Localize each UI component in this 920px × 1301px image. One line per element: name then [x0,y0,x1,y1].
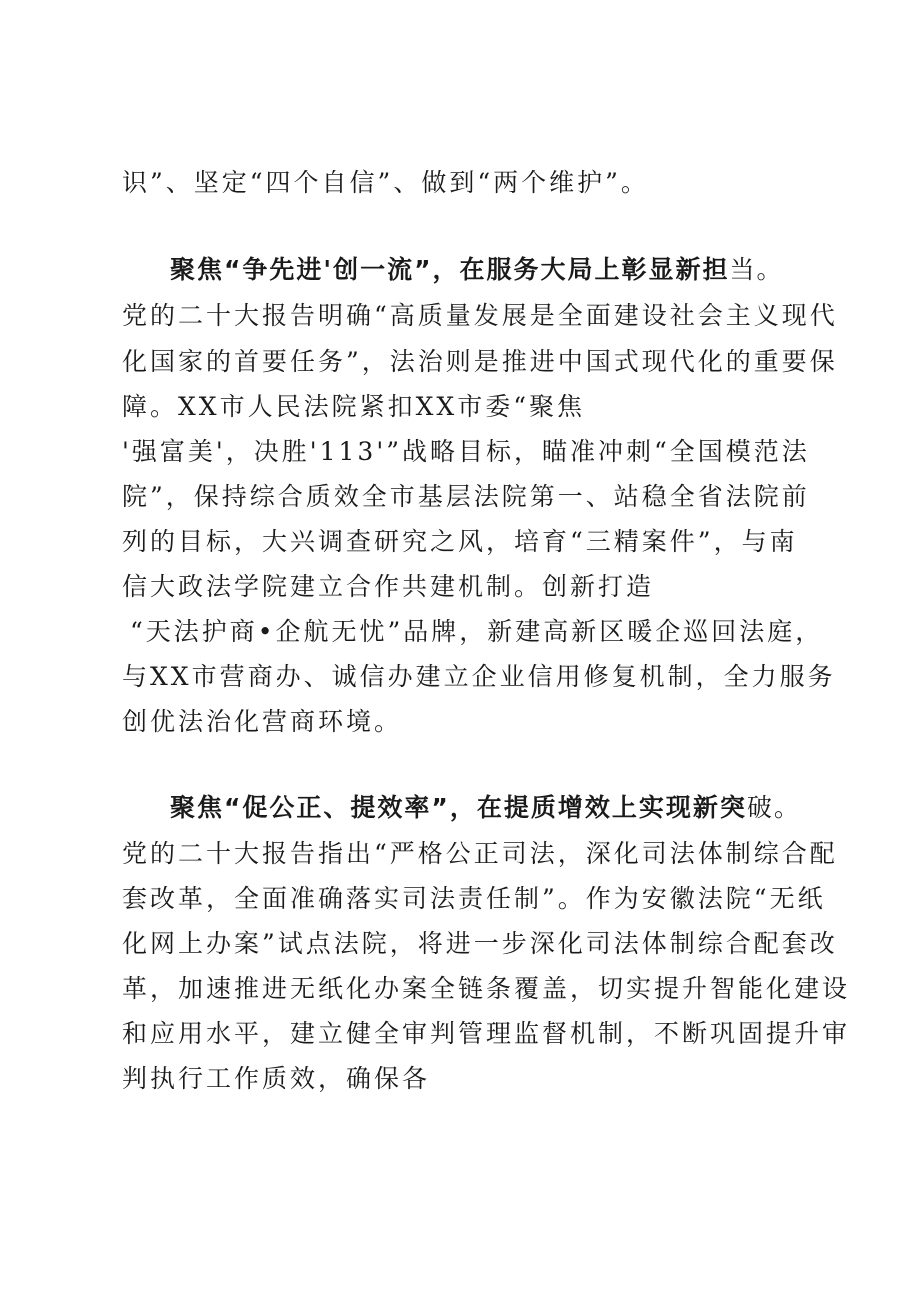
section2-heading-tail: 破。 [746,793,801,822]
section1-heading-bold: 聚焦“争先进'创一流”，在服务大局上彰显新担 [170,255,730,284]
intro-line: 识”、坚定“四个自信”、做到“两个维护”。 [122,168,649,197]
section1-line: 信大政法学院建立合作共建机制。创新打造 [122,572,655,601]
section2-line: 判执行工作质效，确保各 [122,1064,431,1093]
section1-line: “天法护商•企航无忧”品牌，新建高新区暖企巡回法庭， [130,617,824,646]
section1-line: 障。XX市人民法院紧扣XX市委“聚焦 [122,392,585,421]
section2-line: 化网上办案”试点法院，将进一步深化司法体制综合配套改 [122,929,838,958]
section2-line: 革，加速推进无纸化办案全链条覆盖，切实提升智能化建设 [122,974,851,1003]
section2-heading-bold: 聚焦“促公正、提效率”，在提质增效上实现新突 [170,793,747,822]
section2-heading [170,793,801,823]
section1-line: 党的二十大报告明确“高质量发展是全面建设社会主义现代 [122,301,838,330]
section2-line: 套改革，全面准确落实司法责任制”。作为安徽法院“无纸 [122,884,826,913]
section1-heading-tail: 当。 [729,255,784,284]
section1-line: 化国家的首要任务”，法治则是推进中国式现代化的重要保 [122,347,838,376]
section1-line: 列的目标，大兴调查研究之风，培育“三精案件”，与南 [122,527,798,556]
section2-line: 党的二十大报告指出“严格公正司法，深化司法体制综合配 [122,839,838,868]
section2-line: 和应用水平，建立健全审判管理监督机制，不断巩固提升审 [122,1019,851,1048]
section1-line: 创优法治化营商环境。 [122,707,403,736]
section1-line: '强富美'，决胜'113'”战略目标，瞄准冲刺“全国模范法 [122,437,810,466]
section1-heading [170,255,784,285]
section1-line: 与XX市营商办、诚信办建立企业信用修复机制，全力服务 [122,662,836,691]
section1-line: 院”，保持综合质效全市基层法院第一、站稳全省法院前 [122,482,810,511]
